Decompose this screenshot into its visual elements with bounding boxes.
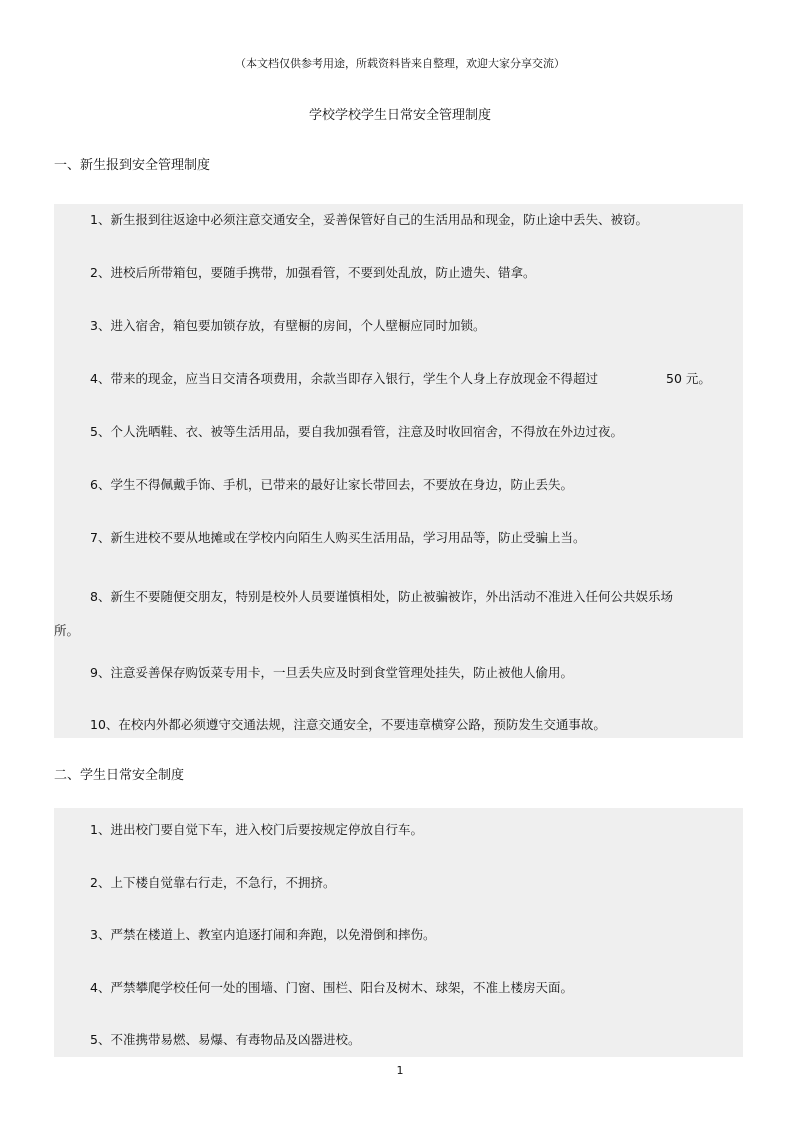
page-number: 1	[396, 1064, 404, 1077]
rule-item: 7、新生进校不要从地摊或在学校内向陌生人购买生活用品，学习用品等，防止受骗上当。	[90, 530, 586, 545]
rule-item: 1、进出校门要自觉下车，进入校门后要按规定停放自行车。	[90, 822, 423, 837]
rule-item: 2、进校后所带箱包，要随手携带，加强看管，不要到处乱放，防止遗失、错拿。	[90, 265, 536, 280]
rule-item-amount: 50 元。	[666, 371, 711, 386]
document-title: 学校学校学生日常安全管理制度	[308, 108, 491, 123]
rule-item: 5、个人洗晒鞋、衣、被等生活用品，要自我加强看管，注意及时收回宿舍，不得放在外边过夜。	[90, 424, 623, 439]
rule-item: 2、上下楼自觉靠右行走，不急行，不拥挤。	[90, 875, 336, 890]
rule-item: 4、带来的现金，应当日交清各项费用，余款当即存入银行，学生个人身上存放现金不得超过	[90, 371, 598, 386]
rule-item: 8、新生不要随便交朋友，特别是校外人员要谨慎相处，防止被骗被诈，外出活动不准进入任何公共娱乐场所。	[54, 589, 673, 638]
rule-item: 3、严禁在楼道上、教室内追逐打闹和奔跑，以免滑倒和摔伤。	[90, 927, 436, 942]
section-1-rules	[54, 204, 743, 738]
section-heading-2: 二、学生日常安全制度	[54, 768, 185, 783]
rule-item: 10、在校内外都必须遵守交通法规，注意交通安全，不要违章横穿公路，预防发生交通事故。	[90, 717, 606, 732]
rule-item: 4、严禁攀爬学校任何一处的围墙、门窗、围栏、阳台及树木、球架，不准上楼房天面。	[90, 980, 573, 995]
rule-item: 5、不准携带易燃、易爆、有毒物品及凶器进校。	[90, 1032, 361, 1047]
rule-item: 1、新生报到往返途中必须注意交通安全，妥善保管好自己的生活用品和现金，防止途中丢失、被窃。	[90, 212, 648, 227]
rule-item: 6、学生不得佩戴手饰、手机，已带来的最好让家长带回去，不要放在身边，防止丢失。	[90, 477, 573, 492]
header-note: （本文档仅供参考用途，所载资料皆来自整理，欢迎大家分享交流）	[235, 57, 565, 70]
section-heading-1: 一、新生报到安全管理制度	[54, 158, 211, 173]
rule-item: 3、进入宿舍，箱包要加锁存放，有壁橱的房间，个人壁橱应同时加锁。	[90, 318, 486, 333]
section-2-rules	[54, 808, 743, 1057]
rule-item: 9、注意妥善保存购饭菜专用卡，一旦丢失应及时到食堂管理处挂失，防止被他人偷用。	[90, 665, 573, 680]
